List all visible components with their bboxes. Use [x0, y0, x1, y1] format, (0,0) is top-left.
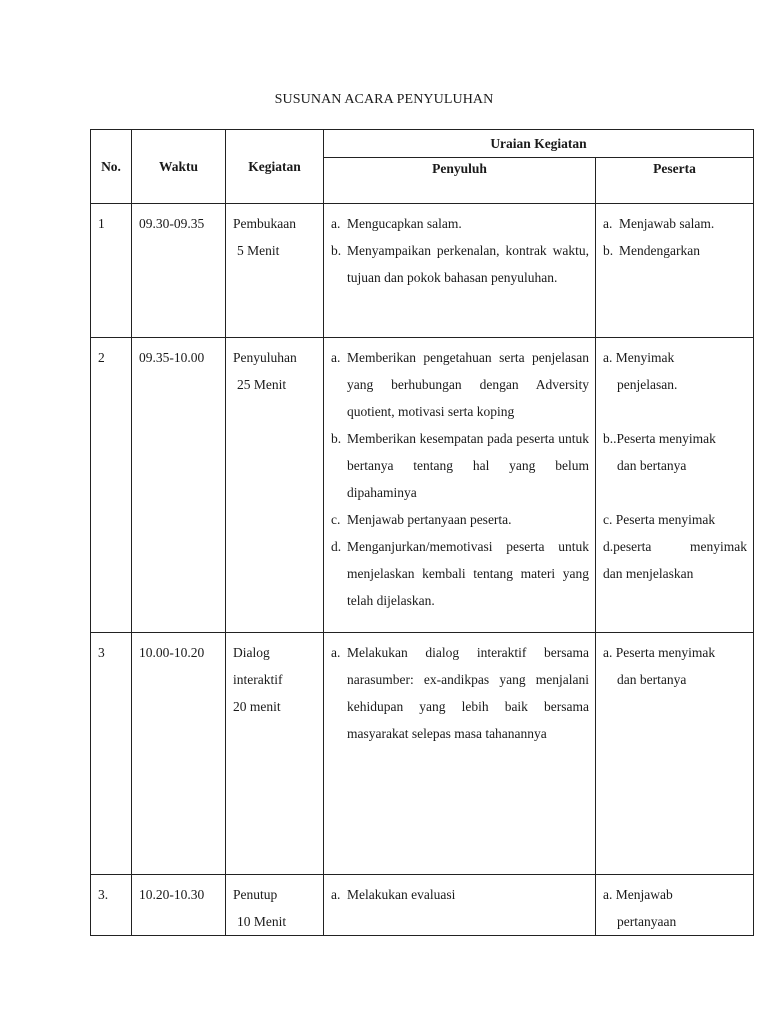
schedule-table — [90, 129, 754, 936]
document-title: SUSUNAN ACARA PENYULUHAN — [274, 92, 494, 107]
peserta-line: a. Peserta menyimak — [603, 645, 716, 660]
row-penyuluh — [324, 875, 596, 936]
list-item: b. Memberikan kesempatan pada peserta untuk bertanya tentang hal yang belum dipahaminya — [331, 431, 589, 500]
table-row — [91, 338, 754, 633]
kegiatan-name: Pembukaan — [233, 216, 296, 231]
row-no: 3 — [91, 633, 132, 875]
header-no: No. — [91, 130, 132, 204]
peserta-line: c. Peserta menyimak — [603, 512, 716, 527]
list-item: a. Menjawab salam. — [603, 216, 715, 231]
row-waktu: 10.20-10.30 — [132, 875, 226, 936]
peserta-line: a. Menyimak — [603, 350, 675, 365]
header-peserta: Peserta — [596, 158, 754, 204]
header-waktu: Waktu — [132, 130, 226, 204]
peserta-line: b..Peserta menyimak — [603, 431, 716, 446]
kegiatan-duration: 20 menit — [233, 699, 281, 714]
kegiatan-duration: 10 Menit — [237, 914, 287, 929]
peserta-line: dan menjelaskan — [603, 566, 694, 581]
peserta-line: pertanyaan — [617, 914, 677, 929]
peserta-line: dan bertanya — [617, 458, 687, 473]
kegiatan-name: Penutup — [233, 887, 278, 902]
list-item: b. Menyampaikan perkenalan, kontrak waktu, tujuan dan pokok bahasan penyuluhan. — [331, 243, 589, 285]
kegiatan-duration: 5 Menit — [237, 243, 280, 258]
row-peserta — [596, 204, 754, 338]
row-kegiatan — [226, 633, 324, 875]
row-no: 1 — [91, 204, 132, 338]
table-row — [91, 204, 754, 338]
row-penyuluh — [324, 338, 596, 633]
row-penyuluh — [324, 633, 596, 875]
header-row — [91, 130, 754, 158]
list-item: b. Mendengarkan — [603, 243, 700, 258]
header-uraian: Uraian Kegiatan — [324, 130, 754, 158]
row-penyuluh — [324, 204, 596, 338]
table-row — [91, 875, 754, 936]
row-kegiatan — [226, 875, 324, 936]
table-row — [91, 633, 754, 875]
header-penyuluh: Penyuluh — [324, 158, 596, 204]
header-kegiatan: Kegiatan — [226, 130, 324, 204]
peserta-line: a. Menjawab — [603, 887, 673, 902]
kegiatan-name-cont: interaktif — [233, 672, 283, 687]
peserta-line: dan bertanya — [617, 672, 687, 687]
row-kegiatan — [226, 338, 324, 633]
row-no: 2 — [91, 338, 132, 633]
row-peserta — [596, 875, 754, 936]
list-item: a. Memberikan pengetahuan serta penjelasan yang berhubungan dengan Adversity quotient, motivasi serta koping — [331, 350, 589, 419]
row-waktu: 09.35-10.00 — [132, 338, 226, 633]
list-item: c. Menjawab pertanyaan peserta. — [331, 512, 512, 527]
kegiatan-duration: 25 Menit — [237, 377, 287, 392]
list-item: a. Mengucapkan salam. — [331, 216, 462, 231]
peserta-line: penjelasan. — [617, 377, 678, 392]
list-item: a. Melakukan evaluasi — [331, 887, 456, 902]
list-item: a. Melakukan dialog interaktif bersama narasumber: ex-andikpas yang menjalani kehidupan yang lebih baik bersama masyarakat selepas masa tahanannya — [331, 645, 589, 741]
row-kegiatan — [226, 204, 324, 338]
kegiatan-name: Penyuluhan — [233, 350, 297, 365]
row-waktu: 09.30-09.35 — [132, 204, 226, 338]
kegiatan-name: Dialog — [233, 645, 270, 660]
row-waktu: 10.00-10.20 — [132, 633, 226, 875]
row-no: 3. — [91, 875, 132, 936]
row-peserta — [596, 338, 754, 633]
row-peserta — [596, 633, 754, 875]
list-item: d. Menganjurkan/memotivasi peserta untuk menjelaskan kembali tentang materi yang telah dijelaskan. — [331, 539, 589, 608]
peserta-line: d.peserta menyimak — [603, 539, 747, 554]
